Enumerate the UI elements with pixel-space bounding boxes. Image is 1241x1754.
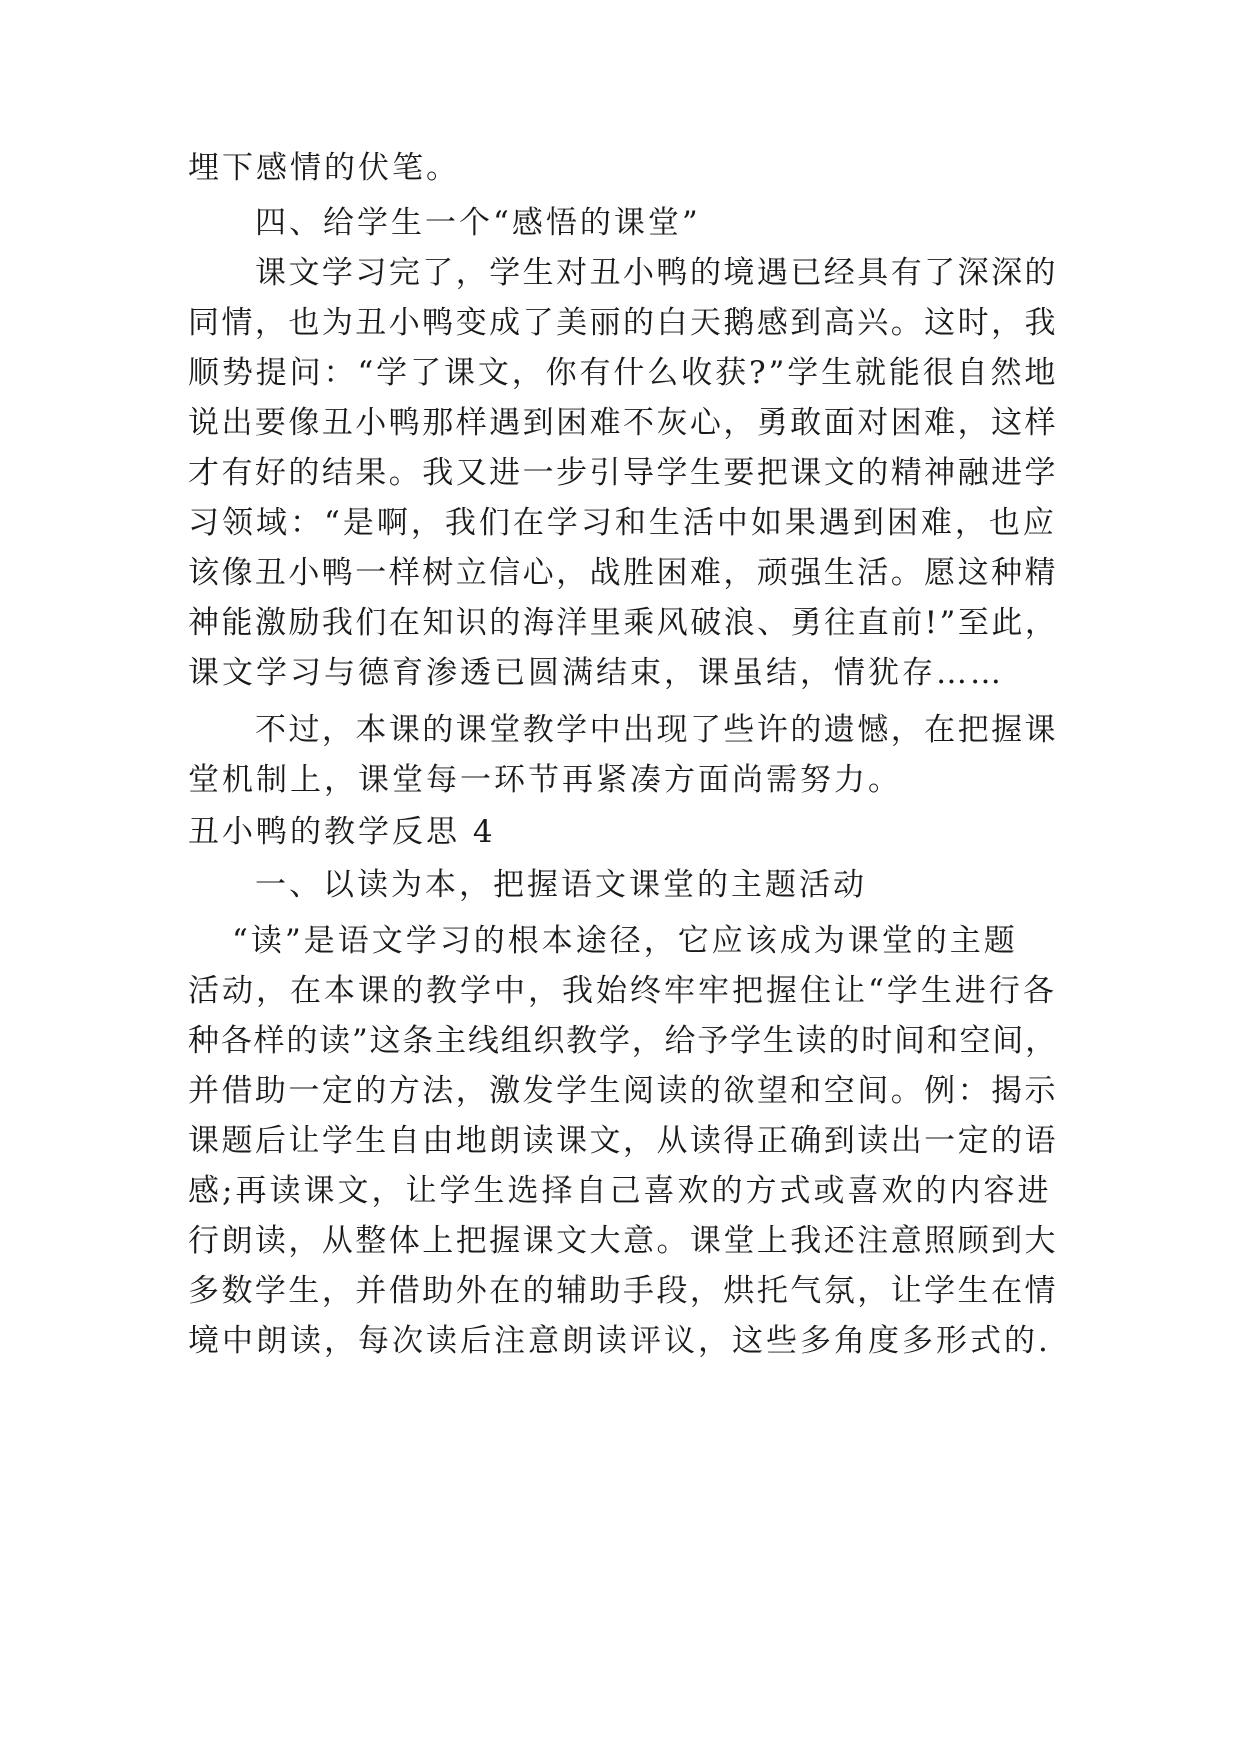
paragraph-line: 顺势提问：“学了课文，你有什么收获?”学生就能很自然地 bbox=[188, 355, 1059, 391]
paragraph-line: 课文学习与德育渗透已圆满结束，课虽结，情犹存…… bbox=[188, 655, 1004, 691]
paragraph-line: 习领域：“是啊，我们在学习和生活中如果遇到困难，也应 bbox=[188, 505, 1057, 541]
paragraph-line: 说出要像丑小鸭那样遇到困难不灰心，勇敢面对困难，这样 bbox=[188, 405, 1058, 441]
section-heading: 四、给学生一个“感悟的课堂” bbox=[255, 205, 701, 241]
paragraph-line: 多数学生，并借助外在的辅助手段，烘托气氛，让学生在情 bbox=[188, 1273, 1058, 1309]
paragraph-line: 境中朗读，每次读后注意朗读评议，这些多角度多形式的. bbox=[188, 1323, 1051, 1359]
paragraph-line: 堂机制上，课堂每一环节再紧凑方面尚需努力。 bbox=[188, 762, 902, 798]
document-title: 丑小鸭的教学反思 4 bbox=[188, 814, 496, 850]
paragraph-line: 感;再读课文，让学生选择自己喜欢的方式或喜欢的内容进 bbox=[188, 1173, 1052, 1209]
paragraph-line: 该像丑小鸭一样树立信心，战胜困难，顽强生活。愿这种精 bbox=[188, 555, 1058, 591]
paragraph-line: “读”是语文学习的根本途径，它应该成为课堂的主题 bbox=[232, 923, 1018, 959]
paragraph-line: 种各样的读”这条主线组织教学，给予学生读的时间和空间， bbox=[188, 1023, 1058, 1059]
paragraph-line: 活动，在本课的教学中，我始终牢牢把握住让“学生进行各 bbox=[188, 973, 1057, 1009]
section-heading: 一、以读为本，把握语文课堂的主题活动 bbox=[255, 867, 867, 903]
paragraph-line: 不过，本课的课堂教学中出现了些许的遗憾，在把握课 bbox=[255, 712, 1058, 748]
paragraph-line: 才有好的结果。我又进一步引导学生要把课文的精神融进学 bbox=[188, 455, 1058, 491]
paragraph-line: 课文学习完了，学生对丑小鸭的境遇已经具有了深深的 bbox=[255, 255, 1058, 291]
paragraph-line: 并借助一定的方法，激发学生阅读的欲望和空间。例：揭示 bbox=[188, 1073, 1058, 1109]
paragraph-line: 课题后让学生自由地朗读课文，从读得正确到读出一定的语 bbox=[188, 1123, 1058, 1159]
paragraph-line: 行朗读，从整体上把握课文大意。课堂上我还注意照顾到大 bbox=[188, 1223, 1058, 1259]
paragraph-line: 神能激励我们在知识的海洋里乘风破浪、勇往直前!”至此， bbox=[188, 605, 1059, 641]
paragraph-line: 埋下感情的伏笔。 bbox=[188, 150, 460, 186]
paragraph-line: 同情，也为丑小鸭变成了美丽的白天鹅感到高兴。这时，我 bbox=[188, 305, 1058, 341]
